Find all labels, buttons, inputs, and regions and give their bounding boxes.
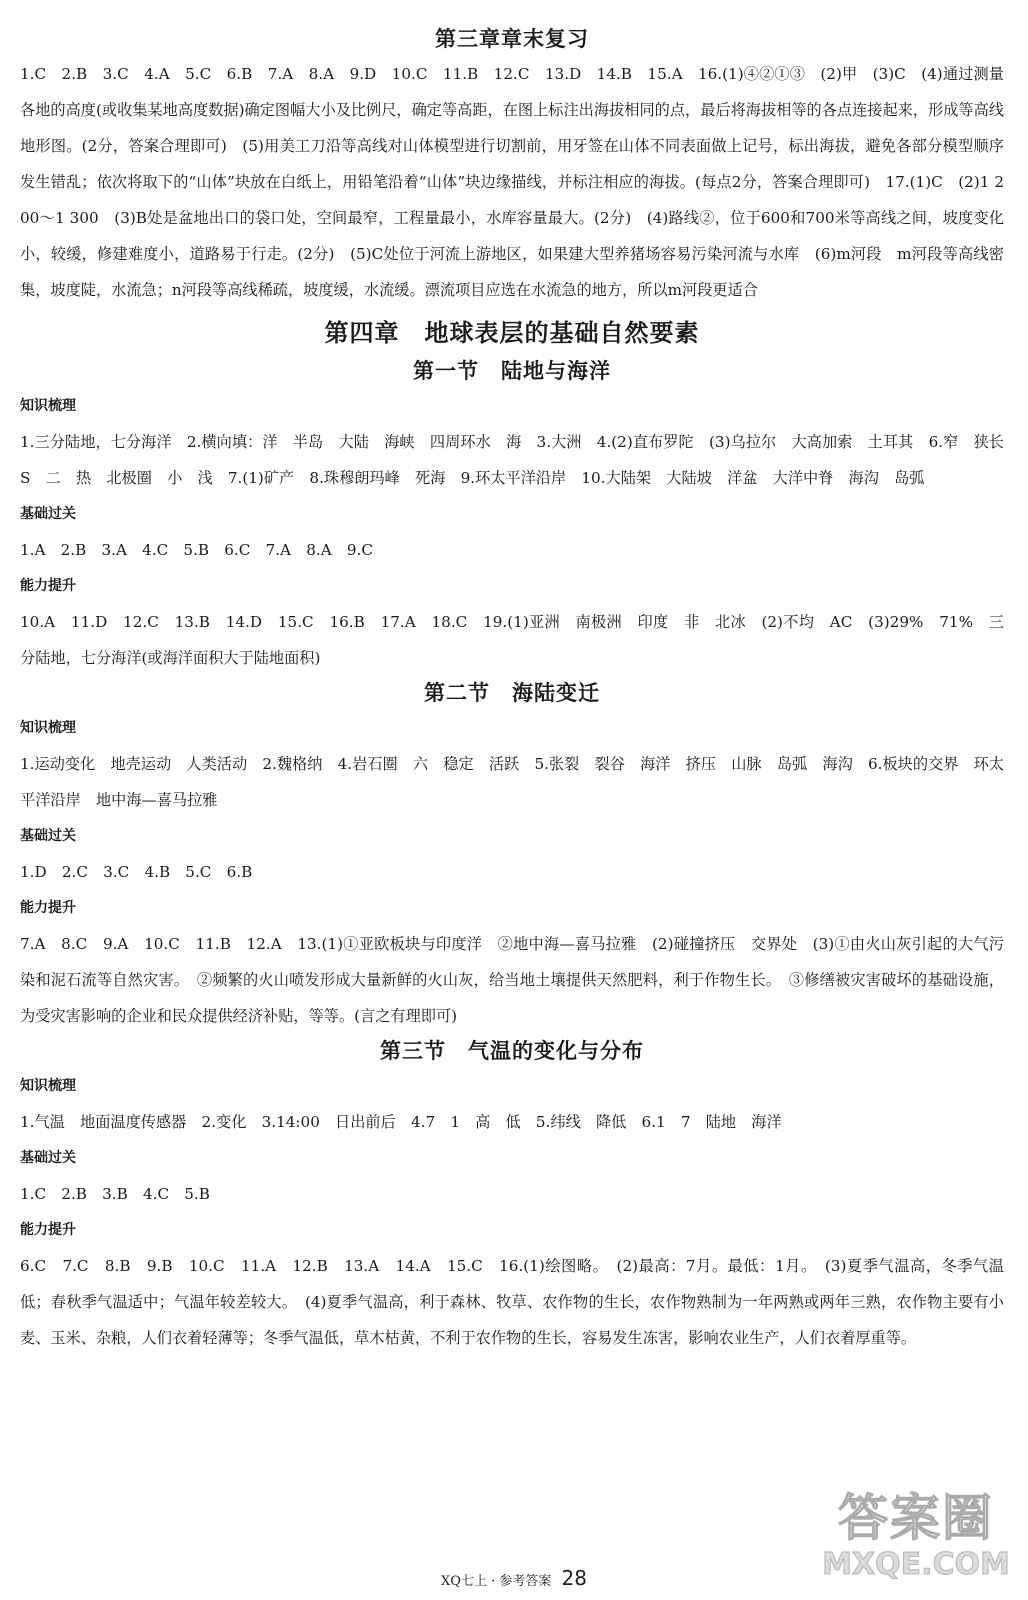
section1-knowledge-answers: 1.三分陆地，七分海洋 2.横向填：洋 半岛 大陆 海峡 四周环水 海 3.大洲 4.(2)直布罗陀 (3)乌拉尔 大高加索 土耳其 6.窄 狭长 S 二 热 北极圈 小 浅 7.(1)矿产 8.珠穆朗玛峰 死海 9.环太平洋沿岸 10.大陆架 大陆坡 洋盆 大洋中脊 海沟 岛弧	[20, 433, 1020, 487]
watermark-logo	[818, 1488, 1014, 1582]
section3-basic-label: 基础过关	[20, 1150, 76, 1166]
watermark-url-text: MXQE.COM	[822, 1547, 1010, 1582]
section3-knowledge-label: 知识梳理	[20, 1078, 76, 1094]
section2-basic-answers: 1.D 2.C 3.C 4.B 5.C 6.B	[20, 863, 253, 881]
chapter3-review-answers: 1.C 2.B 3.C 4.A 5.C 6.B 7.A 8.A 9.D 10.C 11.B 12.C 13.D 14.B 15.A 16.(1)④②①③ (2)甲 (3)C (4)通过测量各地的高度(或收集某地高度数据)确定图幅大小及比例尺，确定等高距，在图上标注出海拔相同的点，最后将海拔相等的各点连接起来，形成等高线地形图。(2分，答案合理即可) (5)用美工刀沿等高线对山体模型进行切割前，用牙签在山体不同表面做上记号，标出海拔，避免各部分模型顺序发生错乱；依次将取下的“山体”块放在白纸上，用铅笔沿着“山体”块边缘描线，并标注相应的海拔。(每点2分，答案合理即可) 17.(1)C (2)1 200～1 300 (3)B处是盆地出口的袋口处，空间最窄，工程量最小，水库容量最大。(2分) (4)路线②，位于600和700米等高线之间，坡度变化小，较缓，修建难度小，道路易于行走。(2分) (5)C处位于河流上游地区，如果建大型养猪场容易污染河流与水库 (6)m河段 m河段等高线密集，坡度陡，水流急；n河段等高线稀疏，坡度缓，水流缓。漂流项目应选在水流急的地方，所以m河段更适合	[20, 65, 1004, 299]
section3-basic-answers: 1.C 2.B 3.B 4.C 5.B	[20, 1185, 210, 1203]
section2-ability-answers: 7.A 8.C 9.A 10.C 11.B 12.A 13.(1)①亚欧板块与印度洋 ②地中海—喜马拉雅 (2)碰撞挤压 交界处 (3)①由火山灰引起的大气污染和泥石流等自然灾害。 ②频繁的火山喷发形成大量新鲜的火山灰，给当地土壤提供天然肥料，利于作物生长。 ③修缮被灾害破坏的基础设施，为受灾害影响的企业和民众提供经济补贴，等等。(言之有理即可)	[20, 935, 1004, 1025]
section3-title: 第三节 气温的变化与分布	[380, 1039, 644, 1063]
chapter3-review-block	[20, 22, 1004, 308]
chapter3-review-title: 第三章章末复习	[435, 27, 589, 51]
section1-knowledge-label: 知识梳理	[20, 398, 76, 414]
section1-ability-label: 能力提升	[20, 578, 76, 594]
section2-basic-label: 基础过关	[20, 828, 76, 844]
section2-ability-label: 能力提升	[20, 900, 76, 916]
section1-basic-answers: 1.A 2.B 3.A 4.C 5.B 6.C 7.A 8.A 9.C	[20, 541, 373, 559]
section2-block	[20, 676, 1004, 1034]
section1-title: 第一节 陆地与海洋	[413, 359, 611, 383]
section1-basic-label: 基础过关	[20, 506, 76, 522]
footer-label: XQ七上 · 参考答案	[441, 1574, 552, 1589]
section3-block	[20, 1034, 1004, 1356]
chapter4-title: 第四章 地球表层的基础自然要素	[324, 319, 700, 347]
page-number: 28	[561, 1566, 587, 1590]
section3-ability-label: 能力提升	[20, 1222, 76, 1238]
watermark-cn-text: 答案圈	[838, 1489, 994, 1547]
section1-block	[20, 354, 1020, 676]
section2-knowledge-label: 知识梳理	[20, 720, 76, 736]
section3-ability-answers: 6.C 7.C 8.B 9.B 10.C 11.A 12.B 13.A 14.A 15.C 16.(1)绘图略。 (2)最高：7月。最低：1月。 (3)夏季气温高，冬季气温低；春秋季气温适中；气温年较差较大。 (4)夏季气温高，利于森林、牧草、农作物的生长，农作物熟制为一年两熟或两年三熟，农作物主要有小麦、玉米、杂粮，人们衣着轻薄等；冬季气温低，草木枯黄，不利于农作物的生长，容易发生冻害，影响农业生产，人们衣着厚重等。	[20, 1257, 1004, 1347]
section2-knowledge-answers: 1.运动变化 地壳运动 人类活动 2.魏格纳 4.岩石圈 六 稳定 活跃 5.张裂 裂谷 海洋 挤压 山脉 岛弧 海沟 6.板块的交界 环太平洋沿岸 地中海—喜马拉雅	[20, 755, 1004, 809]
section2-title: 第二节 海陆变迁	[424, 681, 600, 705]
section3-knowledge-answers: 1.气温 地面温度传感器 2.变化 3.14:00 日出前后 4.7 1 高 低 5.纬线 降低 6.1 7 陆地 海洋	[20, 1113, 782, 1131]
section1-ability-answers: 10.A 11.D 12.C 13.B 14.D 15.C 16.B 17.A 18.C 19.(1)亚洲 南极洲 印度 非 北冰 (2)不均 AC (3)29% 71% 三分陆地，七分海洋(或海洋面积大于陆地面积)	[20, 613, 1004, 667]
